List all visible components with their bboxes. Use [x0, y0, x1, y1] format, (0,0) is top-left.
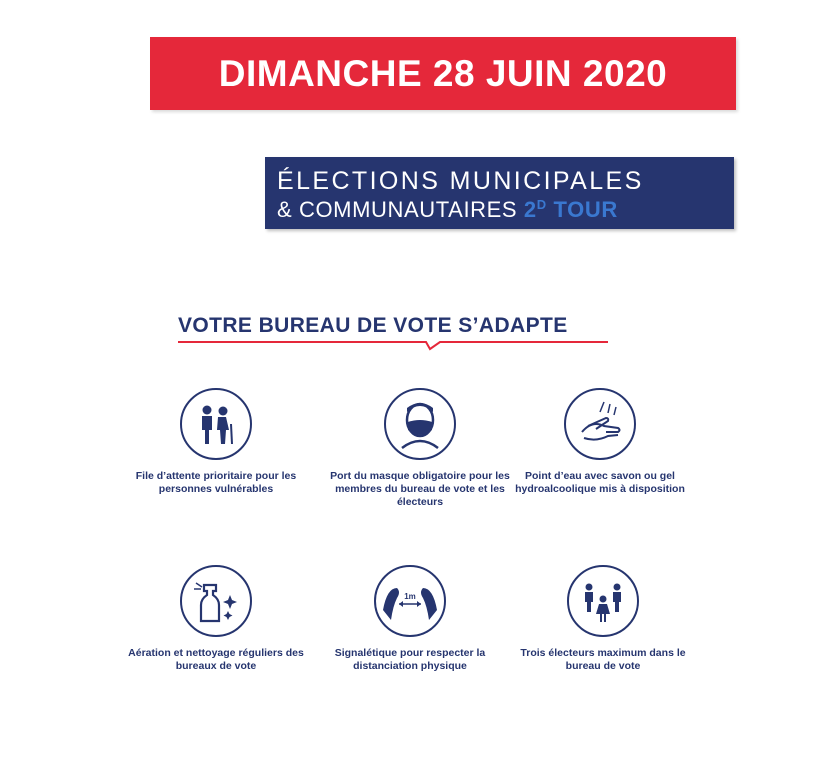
distance-label: 1m [404, 592, 416, 601]
section-title: VOTRE BUREAU DE VOTE S’ADAPTE [178, 314, 568, 337]
measure-label: Trois électeurs maximum dans le bureau de vote [520, 647, 686, 672]
measure-label: Point d’eau avec savon ou gel hydroalcoolique mis à disposition [515, 470, 685, 495]
measure-mask [330, 388, 510, 509]
election-banner [265, 157, 734, 229]
measure-label: Aération et nettoyage réguliers des bureaux de vote [128, 647, 304, 672]
date-text: DIMANCHE 28 JUIN 2020 [218, 52, 668, 94]
measure-distancing [320, 565, 500, 673]
measure-priority-queue [126, 388, 306, 496]
tour-label [524, 197, 618, 222]
measure-label: Port du masque obligatoire pour les membres du bureau de vote et les électeurs [330, 470, 510, 508]
tour-suffix: D [536, 197, 547, 212]
measure-cleaning [126, 565, 306, 673]
three-voters-icon [567, 565, 639, 637]
measure-label: File d’attente prioritaire pour les personnes vulnérables [135, 470, 297, 495]
title-underline [178, 336, 608, 356]
date-banner [150, 37, 736, 110]
spray-bottle-icon [180, 565, 252, 637]
measure-hand-wash [510, 388, 690, 496]
election-title: ÉLECTIONS MUNICIPALES [277, 167, 644, 195]
hand-washing-icon [564, 388, 636, 460]
tour-word: TOUR [546, 197, 618, 222]
elderly-people-icon [180, 388, 252, 460]
measure-label: Signalétique pour respecter la distanciation physique [334, 647, 486, 672]
face-mask-icon [384, 388, 456, 460]
tour-number: 2 [523, 197, 537, 222]
measure-three-voters [513, 565, 693, 673]
election-subtitle [277, 197, 618, 223]
distancing-icon [374, 565, 446, 637]
election-subtitle-text: & COMMUNAUTAIRES [277, 197, 524, 222]
